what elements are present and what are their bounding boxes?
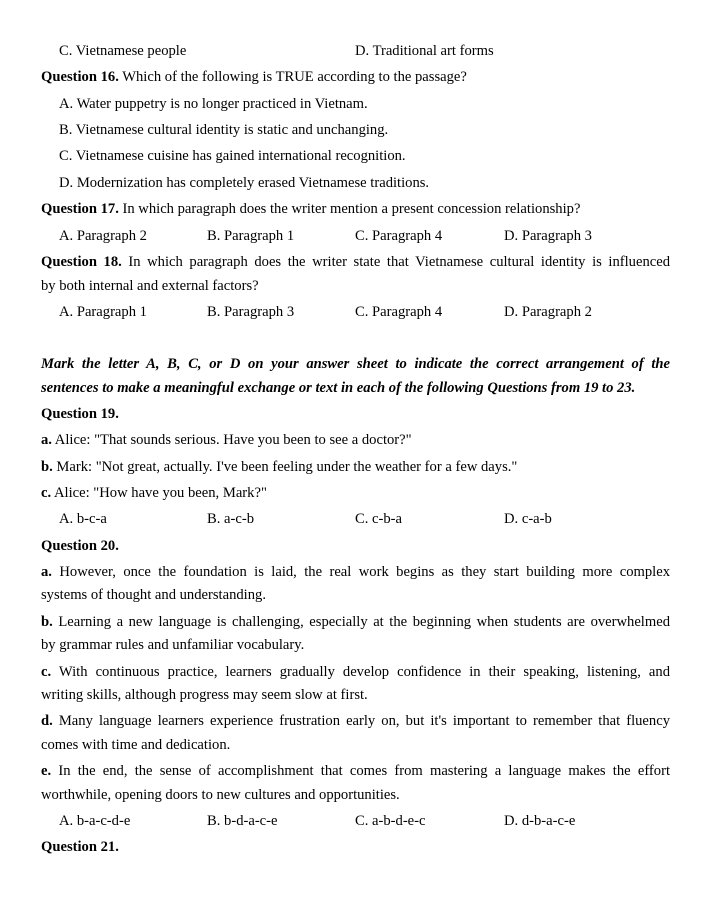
q19-option-b: B. a-c-b: [207, 511, 255, 527]
q20-item-e-line1: [41, 762, 670, 780]
q20-item-a-text1: However, once the foundation is laid, the real work begins as they start building more complex: [51, 564, 670, 580]
q19-option-c: C. c-b-a: [355, 511, 403, 527]
q18-stem: [41, 253, 670, 271]
q19-item-a-label: a.: [41, 432, 52, 448]
q20-item-e-line2: worthwhile, opening doors to new cultures and opportunities.: [41, 787, 400, 803]
q20-item-c-text1: With continuous practice, learners gradually develop confidence in their speaking, listening, and: [51, 664, 670, 680]
q20-option-c: C. a-b-d-e-c: [355, 813, 426, 829]
q18-text-line2: by both internal and external factors?: [41, 278, 259, 294]
q17-option-a: A. Paragraph 2: [59, 228, 147, 244]
q17-stem: [41, 200, 580, 218]
q20-option-d: D. d-b-a-c-e: [504, 813, 576, 829]
q19-option-a: A. b-c-a: [59, 511, 107, 527]
q19-number: Question 19.: [41, 406, 119, 422]
instruction-line1: Mark the letter A, B, C, or D on your answer sheet to indicate the correct arrangement of the: [41, 356, 670, 372]
q20-item-d-label: d.: [41, 713, 53, 729]
q20-item-e-label: e.: [41, 763, 52, 779]
q18-number: Question 18.: [41, 254, 122, 270]
q19-item-c-label: c.: [41, 485, 52, 501]
q19-item-b: [41, 458, 517, 476]
q19-item-b-label: b.: [41, 459, 53, 475]
q17-option-d: D. Paragraph 3: [504, 228, 592, 244]
q20-item-b-label: b.: [41, 614, 53, 630]
q18-option-d: D. Paragraph 2: [504, 304, 592, 320]
q18-option-b: B. Paragraph 3: [207, 304, 295, 320]
q20-item-c-line1: [41, 663, 670, 681]
q20-item-c-label: c.: [41, 664, 52, 680]
q20-number: Question 20.: [41, 538, 119, 554]
q20-item-b-line2: by grammar rules and unfamiliar vocabulary.: [41, 637, 305, 653]
q20-item-a-line2: systems of thought and understanding.: [41, 587, 266, 603]
q15-option-d: D. Traditional art forms: [355, 43, 494, 59]
q15-option-c: C. Vietnamese people: [59, 43, 187, 59]
q20-item-e-text1: In the end, the sense of accomplishment that comes from mastering a language makes the effort: [51, 763, 670, 779]
q20-item-b-text1: Learning a new language is challenging, especially at the beginning when students are overwhelmed: [52, 614, 670, 630]
q19-item-c-text: Alice: "How have you been, Mark?": [51, 485, 267, 501]
q20-item-b-line1: [41, 613, 670, 631]
q17-text: In which paragraph does the writer mention a present concession relationship?: [118, 201, 581, 217]
q19-option-d: D. c-a-b: [504, 511, 552, 527]
q16-number: Question 16.: [41, 69, 119, 85]
q20-item-a-line1: [41, 563, 670, 581]
q17-number: Question 17.: [41, 201, 119, 217]
q20-item-a-label: a.: [41, 564, 52, 580]
q16-option-d: D. Modernization has completely erased Vietnamese traditions.: [59, 175, 430, 191]
q20-item-d-text1: Many language learners experience frustration early on, but it's important to remember that fluency: [52, 713, 670, 729]
q20-item-c-line2: writing skills, although progress may seem slow at first.: [41, 687, 368, 703]
q20-item-d-line1: [41, 712, 670, 730]
q16-option-b: B. Vietnamese cultural identity is static and unchanging.: [59, 122, 389, 138]
q19-item-c: [41, 484, 267, 502]
q20-item-d-line2: comes with time and dedication.: [41, 737, 231, 753]
q20-option-a: A. b-a-c-d-e: [59, 813, 131, 829]
q20-option-b: B. b-d-a-c-e: [207, 813, 278, 829]
q16-text: Which of the following is TRUE according to the passage?: [118, 69, 467, 85]
q18-option-a: A. Paragraph 1: [59, 304, 147, 320]
q16-option-c: C. Vietnamese cuisine has gained international recognition.: [59, 148, 406, 164]
q19-item-a-text: Alice: "That sounds serious. Have you been to see a doctor?": [51, 432, 412, 448]
q21-number: Question 21.: [41, 839, 119, 855]
q19-item-a: [41, 431, 412, 449]
q19-item-b-text: Mark: "Not great, actually. I've been feeling under the weather for a few days.": [52, 459, 518, 475]
instruction-line2: sentences to make a meaningful exchange or text in each of the following Questions from 19 to 23.: [41, 380, 636, 396]
q16-stem: [41, 68, 467, 86]
q18-option-c: C. Paragraph 4: [355, 304, 443, 320]
q18-text-line1: In which paragraph does the writer state that Vietnamese cultural identity is influenced: [121, 254, 670, 270]
q16-option-a: A. Water puppetry is no longer practiced in Vietnam.: [59, 96, 368, 112]
q17-option-b: B. Paragraph 1: [207, 228, 295, 244]
q17-option-c: C. Paragraph 4: [355, 228, 443, 244]
